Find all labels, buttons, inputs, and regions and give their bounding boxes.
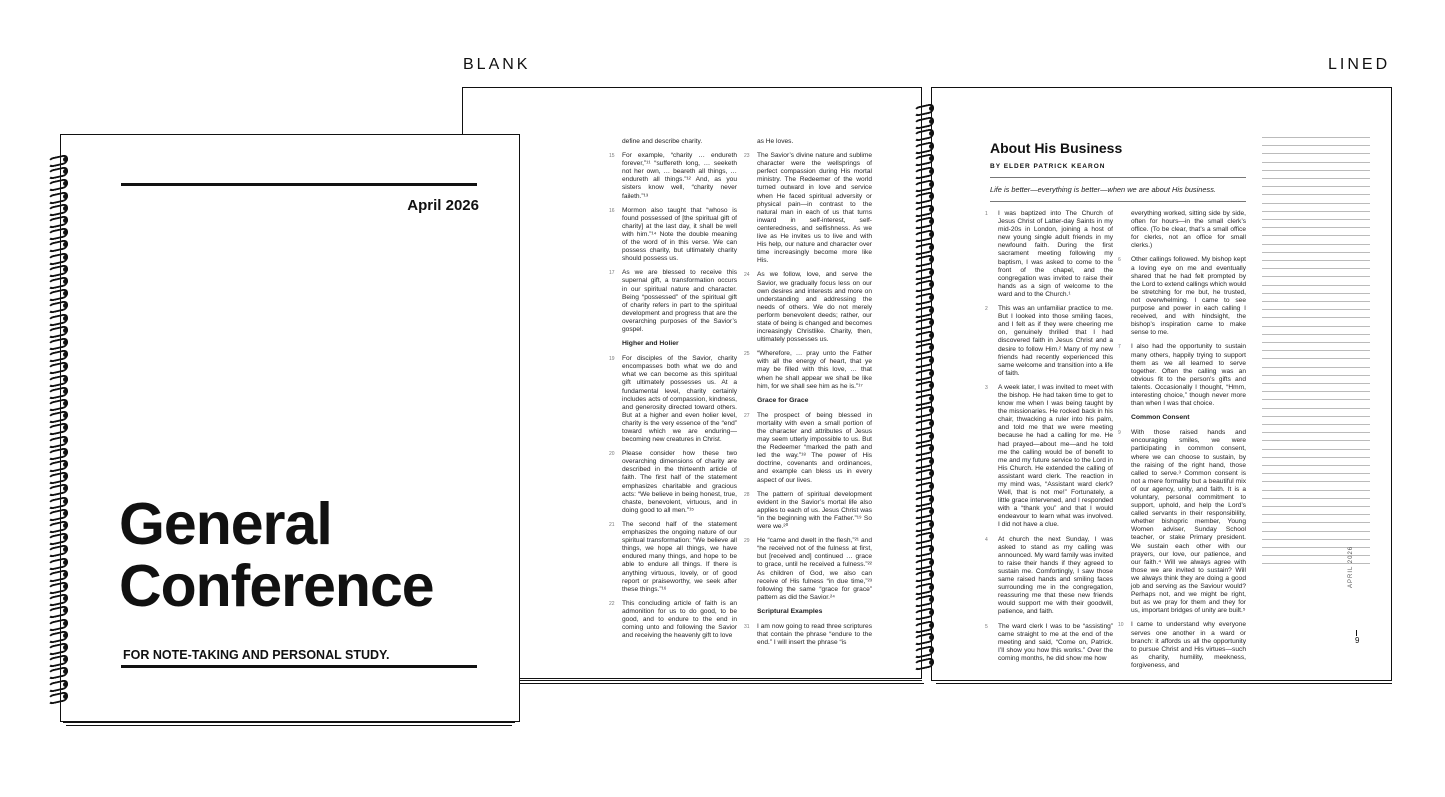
spiral-coil	[46, 240, 68, 249]
paragraph-number: 25	[744, 351, 750, 358]
note-line	[1262, 432, 1370, 433]
note-line	[1262, 416, 1370, 417]
note-line	[1262, 391, 1370, 392]
spiral-coil	[46, 521, 68, 530]
note-line	[1262, 465, 1370, 466]
spiral-coil	[46, 631, 68, 640]
paragraph-text: Mormon also taught that “whoso is found possessed of [the spiritual gift of charity] at the last day, it shall be well with him.”¹⁴ Note the double meaning of the word of in this verse. We can possess charity, but ultimately charity should possess us.	[622, 206, 737, 263]
paragraph-number: 27	[744, 412, 750, 419]
page-edge-shadow	[466, 683, 924, 684]
note-line	[1262, 506, 1370, 507]
paragraph-number: 17	[609, 270, 615, 277]
cover-title	[119, 493, 434, 617]
note-line	[1262, 244, 1370, 245]
spiral-coil	[46, 436, 68, 445]
paragraph-number: 5	[985, 623, 988, 630]
paragraph	[985, 536, 1113, 617]
note-line	[1262, 203, 1370, 204]
note-line	[1262, 260, 1370, 261]
spiral-coil	[46, 399, 68, 408]
paragraph-number: 9	[1118, 430, 1121, 437]
spiral-coil	[46, 253, 68, 262]
note-line	[1262, 252, 1370, 253]
note-line	[1262, 235, 1370, 236]
paragraph-text: This was an unfamiliar practice to me. But I looked into those smiling faces, and I felt as if they were cheering me on, genuinely thrilled that I had discovered faith in Jesus Christ and a desire to follow Him.² Many of my new friends had recently experienced this same welcome and transition into a life of faith.	[998, 305, 1113, 377]
spiral-coil	[912, 369, 934, 378]
paragraph-text: This concluding article of faith is an admonition for us to do good, to be good, and to endure to the end in coming unto and following the Savior and receiving the heavenly gift to love	[622, 599, 737, 640]
paragraph-text: define and describe charity.	[622, 138, 703, 145]
paragraph-text: The pattern of spiritual development evident in the Savior’s mortal life also applies to each of us. Jesus Christ was “in the beginning with the Father.”¹⁹ So were we.²⁰	[757, 490, 872, 531]
spiral-coil	[912, 205, 934, 214]
paragraph-number: 21	[609, 521, 615, 528]
spiral-coil	[46, 362, 68, 371]
note-line	[1262, 342, 1370, 343]
article-title: About His Business	[990, 140, 1123, 156]
spiral-coil	[912, 180, 934, 189]
note-line	[1262, 194, 1370, 195]
spiral-coil	[912, 633, 934, 642]
paragraph	[744, 271, 872, 344]
paragraph	[1118, 429, 1246, 615]
spiral-coil	[46, 338, 68, 347]
paragraph	[609, 355, 737, 444]
paragraph	[985, 305, 1113, 378]
paragraph-text: The Savior’s divine nature and sublime character were the wellsprings of perfect compassion during His mortal ministry. The Redeemer of the world turned outward in love and service when He faced spiritual adversity or physical pain—in contrast to the natural man in each of us that turns inward in self-interest, self-centeredness, and selfishness. As we live as He invites us to live and with His help, our nature and character over time increasingly become more like His.	[757, 152, 872, 265]
cover-bottom-rule	[121, 665, 477, 668]
spiral-coil	[912, 129, 934, 138]
paragraph-number: 31	[744, 623, 750, 630]
spiral-coil	[912, 331, 934, 340]
spiral-coil	[912, 621, 934, 630]
note-line	[1262, 186, 1370, 187]
spiral-coil	[912, 230, 934, 239]
note-line	[1262, 178, 1370, 179]
paragraph-text: everything worked, sitting side by side, often for hours—in the small clerk’s office. (To be clear, that’s a small office for clerks, not an office for small clerks.)	[1131, 210, 1246, 250]
spiral-coil	[46, 460, 68, 469]
paragraph	[985, 623, 1113, 663]
spiral-coil	[46, 155, 68, 164]
note-line	[1262, 522, 1370, 523]
spiral-coil	[912, 255, 934, 264]
spiral-coil	[46, 375, 68, 384]
note-line	[1262, 285, 1370, 286]
spiral-coil	[912, 280, 934, 289]
section-heading: Higher and Holier	[622, 340, 679, 348]
note-line	[1262, 309, 1370, 310]
paragraph-number: 7	[1118, 344, 1121, 351]
spiral-coil	[46, 387, 68, 396]
note-line	[1262, 317, 1370, 318]
paragraph-number: 15	[609, 153, 615, 160]
paragraph	[985, 384, 1113, 530]
spiral-coil	[912, 154, 934, 163]
paragraph-text: I was baptized into The Church of Jesus Christ of Latter-day Saints in my mid-20s in London, joining a host of new young single adult friends in my newfound faith. During the first sacrament meeting following my baptism, I was asked to come to the front of the chapel, and the congregation was invited to raise their hands as a sign of welcome to the ward and to the Church.¹	[998, 210, 1113, 298]
paragraph	[985, 210, 1113, 299]
paragraph	[609, 521, 737, 594]
paragraph	[744, 537, 872, 602]
paragraph-number: 10	[1118, 622, 1124, 629]
notebook-cover	[60, 134, 520, 722]
spiral-coil	[46, 680, 68, 689]
spiral-coil	[912, 243, 934, 252]
spiral-coil	[912, 570, 934, 579]
paragraph	[744, 350, 872, 390]
note-line	[1262, 375, 1370, 376]
paragraph-number: 22	[609, 600, 615, 607]
spiral-coil	[46, 204, 68, 213]
note-line	[1262, 219, 1370, 220]
note-line	[1262, 227, 1370, 228]
paragraph-text: The second half of the statement emphasizes the ongoing nature of our spiritual transformation: “We believe all things, we hope all things, we have endured many things, and hope to be able to endure all things. If there is anything virtuous, lovely, or of good report or praiseworthy, we seek after these things.”¹⁶	[622, 520, 737, 593]
note-line	[1262, 490, 1370, 491]
paragraph	[744, 138, 872, 146]
spiral-coil	[46, 326, 68, 335]
paragraph-text: For disciples of the Savior, charity encompasses both what we do and what we can become as this spiritual gift ultimately possesses us. At a fundamental level, charity certainly includes acts of compassion, kindness, and generosity directed toward others. But at a higher and even holier level, charity is the very essence of the “end” toward which we are enduring—becoming new creatures in Christ.	[622, 355, 737, 444]
spiral-coil	[46, 558, 68, 567]
article-column-2	[1118, 210, 1246, 676]
paragraph-text: “Wherefore, … pray unto the Father with all the energy of heart, that ye may be filled with this love, … that when he shall appear we shall be like him, for we shall see him as he is.”¹⁷	[757, 350, 872, 390]
paragraph-number: 3	[985, 384, 988, 391]
spiral-coil	[46, 314, 68, 323]
paragraph	[1118, 621, 1246, 670]
paragraph-number: 16	[609, 207, 615, 214]
spiral-coil	[46, 216, 68, 225]
spiral-coil	[912, 192, 934, 201]
note-line	[1262, 293, 1370, 294]
paragraph-number: 6	[1118, 257, 1121, 264]
blank-page-column-1	[609, 138, 737, 646]
spiral-coil	[46, 448, 68, 457]
spiral-coil	[912, 520, 934, 529]
paragraph-number: 19	[609, 356, 615, 363]
spiral-coil	[912, 495, 934, 504]
spiral-coil	[46, 192, 68, 201]
spiral-coil	[912, 432, 934, 441]
section-heading: Common Consent	[1131, 414, 1190, 422]
note-line	[1262, 514, 1370, 515]
paragraph-number: 29	[744, 538, 750, 545]
paragraph-number: 23	[744, 153, 750, 160]
note-line	[1262, 408, 1370, 409]
paragraph	[609, 152, 737, 201]
paragraph-text: I came to understand why everyone serves one another in a ward or branch: it affords us all the opportunity to pursue Christ and His virtues—such as charity, humility, meekness, forgiveness, and	[1131, 621, 1246, 669]
paragraph-number: 2	[985, 306, 988, 313]
spiral-coil	[46, 594, 68, 603]
spiral-coil	[46, 655, 68, 664]
paragraph-text: The prospect of being blessed in mortality with even a small portion of the character and attributes of Jesus may seem utterly impossible to us. But the Redeemer “marked the path and led the way.”¹⁸ The power of His doctrine, covenants and ordinances, and example can bless us in every aspect of our lives.	[757, 411, 872, 484]
article-column-1	[985, 210, 1113, 669]
spiral-coil	[46, 411, 68, 420]
note-line	[1262, 326, 1370, 327]
spiral-coil	[46, 265, 68, 274]
spiral-coil	[46, 643, 68, 652]
spiral-coil	[46, 289, 68, 298]
note-line	[1262, 457, 1370, 458]
cover-top-rule	[121, 183, 477, 186]
note-line	[1262, 211, 1370, 212]
spiral-coil	[912, 583, 934, 592]
spiral-coil	[912, 343, 934, 352]
paragraph-number: 28	[744, 491, 750, 498]
paragraph-text: A week later, I was invited to meet with the bishop. He had taken time to get to know me when I was being taught by the missionaries. He rocked back in his chair, thwacking a ruler into his palm, and told me that we were meeting because he had a calling for me. He had prayed—about me—and he told me the calling would be of benefit to me and my future service to the Lord in His Church. He extended the calling of assistant ward clerk. The reaction in my mind was, “Assistant ward clerk? Well, that is not me!” Fortunately, a little grace intervened, and I responded with a “thank you” and that I would endeavour to learn what was involved. I did not have a clue.	[998, 383, 1113, 529]
note-line	[1262, 498, 1370, 499]
spiral-coil	[912, 167, 934, 176]
spiral-coil	[912, 595, 934, 604]
note-line	[1262, 449, 1370, 450]
cover-edge-shadow	[63, 722, 515, 723]
paragraph-text: For example, “charity … endureth forever,”¹¹ “suffereth long, … seeketh not her own, … beareth all things, … endureth all things.”¹² And, as you sisters know well, “charity never faileth.”¹³	[622, 152, 737, 200]
spiral-coil	[46, 606, 68, 615]
note-line	[1262, 350, 1370, 351]
note-line	[1262, 440, 1370, 441]
article-byline: BY ELDER PATRICK KEARON	[990, 163, 1106, 170]
spiral-coil	[912, 658, 934, 667]
article-summary: Life is better—everything is better—when we are about His business.	[990, 185, 1216, 194]
page-edge-shadow	[470, 680, 922, 681]
paragraph	[744, 152, 872, 265]
spiral-coil	[912, 482, 934, 491]
note-line	[1262, 424, 1370, 425]
paragraph	[609, 207, 737, 264]
spiral-coil	[46, 509, 68, 518]
paragraph	[1118, 256, 1246, 337]
lined-label: LINED	[1328, 56, 1391, 73]
spiral-coil	[912, 457, 934, 466]
paragraph	[609, 138, 737, 146]
blank-page-column-2	[744, 138, 872, 653]
paragraph	[744, 412, 872, 485]
spiral-coil	[912, 293, 934, 302]
paragraph	[744, 491, 872, 531]
note-line	[1262, 170, 1370, 171]
page-number: 9	[1355, 636, 1360, 645]
paragraph-number: 4	[985, 536, 988, 543]
spiral-coil	[46, 570, 68, 579]
section-heading: Grace for Grace	[757, 396, 809, 404]
note-line	[1262, 367, 1370, 368]
paragraph-text: As we follow, love, and serve the Savior, we gradually focus less on our own desires and interests and more on understanding and addressing the needs of others. We do not merely perform benevolent deeds; rather, our state of being is changed and becomes increasingly Christlike. Charity, then, ultimately possesses us.	[757, 271, 872, 344]
cover-title-line-2: Conference	[119, 553, 434, 619]
spiral-coil	[46, 497, 68, 506]
spiral-coil	[912, 545, 934, 554]
note-line	[1262, 153, 1370, 154]
paragraph	[744, 623, 872, 647]
spiral-coil	[912, 217, 934, 226]
spiral-coil	[46, 545, 68, 554]
spiral-coil	[912, 532, 934, 541]
paragraph-text: Please consider how these two overarching dimensions of charity are described in the thirteenth article of faith. The first half of the statement emphasizes charitable and gracious acts: “We believe in being honest, true, chaste, benevolent, virtuous, and in doing good to all men.”¹⁵	[622, 450, 737, 514]
spiral-coil	[912, 268, 934, 277]
paragraph-text: as He loves.	[757, 138, 794, 145]
cover-edge-shadow	[66, 725, 512, 726]
spiral-coil	[46, 167, 68, 176]
center-spiral-binding	[912, 104, 934, 674]
page-edge-shadow	[936, 683, 1392, 684]
paragraph-text: The ward clerk I was to be “assisting” came straight to me at the end of the meeting and said, “Come on, Patrick. I’ll show you how this works.” Over the coming months, he did show me how	[998, 622, 1113, 662]
blank-label: BLANK	[463, 56, 531, 73]
note-line	[1262, 473, 1370, 474]
spiral-coil	[46, 228, 68, 237]
note-line	[1262, 276, 1370, 277]
spiral-coil	[46, 350, 68, 359]
spiral-coil	[912, 444, 934, 453]
paragraph-number: 1	[985, 211, 988, 217]
spiral-coil	[912, 608, 934, 617]
spiral-coil	[912, 306, 934, 315]
paragraph-text: At church the next Sunday, I was asked to stand as my calling was announced. My ward family was invited to raise their hands if they agreed to sustain me. Comfortingly, I saw those same raised hands and smiling faces surrounding me in the congregation, reassuring me that these new friends would support me with their goodwill, patience, and faith.	[998, 535, 1113, 616]
spiral-coil	[912, 394, 934, 403]
spiral-coil	[46, 619, 68, 628]
note-line	[1262, 268, 1370, 269]
paragraph-text: As we are blessed to receive this supernal gift, a transformation occurs in our spiritual nature and character. Being “possessed” of the spiritual gift of charity refers in part to the spiritual development and progress that are the overarching purposes of the Savior’s gospel.	[622, 269, 737, 333]
note-line	[1262, 531, 1370, 532]
note-line	[1262, 399, 1370, 400]
spiral-coil	[912, 419, 934, 428]
spiral-coil	[46, 277, 68, 286]
note-line	[1262, 301, 1370, 302]
paragraph-text: I am now going to read three scriptures that contain the phrase “endure to the end.” I will insert the phrase “is	[757, 622, 872, 647]
note-line	[1262, 539, 1370, 540]
spiral-coil	[912, 318, 934, 327]
spiral-coil	[46, 667, 68, 676]
paragraph-number: 24	[744, 272, 750, 279]
paragraph-text: Other callings followed. My bishop kept a loving eye on me and eventually shared that he had felt prompted by the Lord to extend callings which would be stretching for me but, he trusted, not overwhelming. I came to see purpose and power in each calling I received, and with hindsight, the bishop’s inspiration came to make sense to me.	[1131, 256, 1246, 337]
spiral-coil	[46, 423, 68, 432]
note-line	[1262, 162, 1370, 163]
spiral-coil	[46, 484, 68, 493]
spiral-coil	[46, 472, 68, 481]
spiral-coil	[912, 117, 934, 126]
note-line	[1262, 481, 1370, 482]
spiral-coil	[46, 582, 68, 591]
note-line	[1262, 358, 1370, 359]
summary-rule	[990, 201, 1246, 202]
note-line	[1262, 383, 1370, 384]
spiral-coil	[912, 469, 934, 478]
spiral-coil	[46, 533, 68, 542]
spiral-coil	[912, 356, 934, 365]
spiral-coil	[912, 142, 934, 151]
cover-title-line-1: General	[119, 491, 332, 557]
spiral-coil	[912, 406, 934, 415]
spiral-coil	[46, 179, 68, 188]
header-rule	[990, 177, 1246, 178]
section-heading: Scriptural Examples	[757, 607, 823, 615]
spiral-coil	[912, 381, 934, 390]
spiral-coil	[46, 301, 68, 310]
paragraph	[609, 269, 737, 334]
paragraph-text: He “came and dwelt in the flesh,”²¹ and “he received not of the fulness at first, but [received and] continued … grace to grace, until he received a fulness.”²² As children of God, we also can receive of His fulness “in due time,”²³ following the same “grace for grace” pattern as did the Savior.²⁴	[757, 537, 872, 601]
spiral-coil	[912, 646, 934, 655]
paragraph	[1118, 343, 1246, 408]
paragraph-number: 20	[609, 451, 615, 458]
paragraph	[1118, 210, 1246, 250]
note-line	[1262, 334, 1370, 335]
spiral-coil	[912, 507, 934, 516]
spiral-coil	[912, 558, 934, 567]
cover-subtitle: FOR NOTE-TAKING AND PERSONAL STUDY.	[123, 648, 390, 662]
paragraph-text: I also had the opportunity to sustain many others, happily trying to support them as we all learned to serve together. Often the calling was an obvious fit to the person’s gifts and talents. Occasionally I thought, “Hmm, interesting choice,” though never more than when I was that choice.	[1131, 343, 1246, 408]
spiral-coil	[46, 692, 68, 701]
paragraph	[609, 450, 737, 515]
cover-spiral-binding	[46, 155, 68, 703]
paragraph-text: With those raised hands and encouraging smiles, we were participating in common consent, where we can choose to sustain, by the raising of the right hand, those called to serve.³ Common consent is not a mere formality but a beautiful mix of our agency, unity, and faith. It is a voluntary, personal commitment to support, uphold, and help the Lord’s called servants in their responsibility, whether bishopric member, Young Women adviser, Sunday School teacher, or stake Primary president. We sustain each other with our prayers, our love, our patience, and our faith.⁴ Will we always agree with those we are invited to sustain? Will we always think they are doing a good job and serving as the Saviour would? Perhaps not, and we might be right, but as we pray for them and they for us, important bridges of unity are built.⁵	[1131, 429, 1246, 615]
note-line	[1262, 145, 1370, 146]
note-line	[1262, 137, 1370, 138]
spiral-coil	[912, 104, 934, 113]
paragraph	[609, 600, 737, 640]
cover-date: April 2026	[407, 197, 479, 214]
side-date: APRIL 2026	[1348, 545, 1354, 588]
